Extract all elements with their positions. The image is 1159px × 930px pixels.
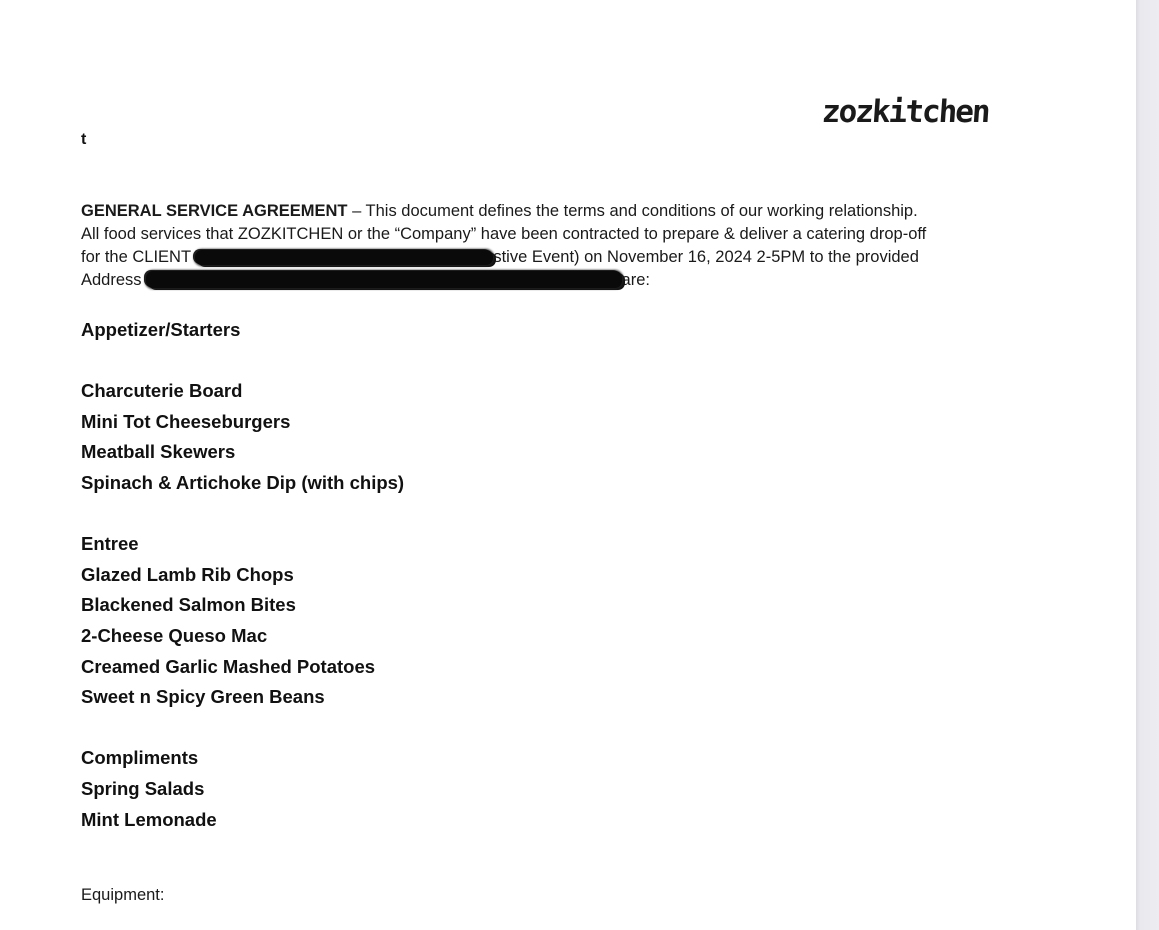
- section-heading-entree: Entree: [81, 533, 139, 555]
- menu-item: Mini Tot Cheeseburgers: [81, 410, 291, 432]
- menu-item: Creamed Garlic Mashed Potatoes: [81, 655, 376, 677]
- spacer: [81, 346, 404, 377]
- menu-item: Spinach & Artichoke Dip (with chips): [81, 471, 405, 493]
- spacer: [81, 713, 404, 744]
- intro-line-1: [81, 200, 1001, 223]
- section-heading-compliments: Compliments: [81, 747, 199, 769]
- intro-line-3: [81, 246, 1001, 269]
- agreement-title: GENERAL SERVICE AGREEMENT: [81, 202, 348, 220]
- spacer: [81, 499, 404, 530]
- company-logo: zozkitchen: [820, 94, 990, 130]
- viewer-margin: [1136, 0, 1159, 930]
- equipment-label: Equipment:: [81, 886, 165, 904]
- menu-item: Glazed Lamb Rib Chops: [81, 563, 294, 585]
- stray-character: t: [81, 131, 87, 148]
- menu-item: Blackened Salmon Bites: [81, 594, 296, 616]
- intro-line-3-start: for the CLIENT: [81, 248, 196, 266]
- menu-item: Meatball Skewers: [81, 441, 236, 463]
- menu-list: [81, 315, 404, 835]
- redaction-mark-2: [146, 271, 622, 288]
- menu-item: Sweet n Spicy Green Beans: [81, 686, 325, 708]
- intro-line-3-end: stive Event) on November 16, 2024 2-5PM to the provided: [493, 248, 919, 266]
- agreement-intro: [81, 200, 1001, 292]
- intro-line-4: [81, 269, 1001, 292]
- menu-item: Spring Salads: [81, 777, 205, 799]
- intro-line-4-end: are:: [621, 271, 650, 289]
- intro-line-1-text: – This document defines the terms and conditions of our working relationship.: [347, 202, 918, 220]
- intro-line-2: All food services that ZOZKITCHEN or the “Company” have been contracted to prepare & deliver a catering drop-off: [81, 225, 927, 243]
- menu-item: 2-Cheese Queso Mac: [81, 624, 268, 646]
- section-heading-appetizers: Appetizer/Starters: [81, 319, 241, 340]
- menu-item: Mint Lemonade: [81, 808, 217, 830]
- intro-line-4-start: Address: [81, 271, 142, 289]
- redaction-mark-1: [195, 250, 493, 265]
- menu-item: Charcuterie Board: [81, 380, 243, 402]
